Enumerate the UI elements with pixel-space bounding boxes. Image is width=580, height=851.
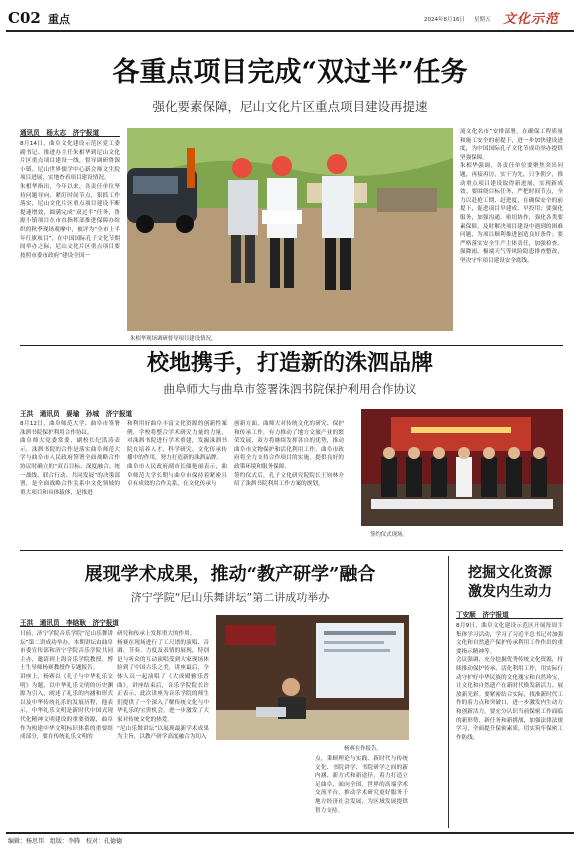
article3-photo-caption: 杨赛在作报告。 <box>344 746 382 752</box>
article2-bottom-rule <box>20 550 563 551</box>
article1-photo <box>127 128 453 331</box>
article3-col2: 研究和传承上发挥重大的作用。 杨赛在现场进行了工尺谱的演唱、音调、节奏、力度及表情的展现，特别是与听众的互动演唱受到大家现场体验到了中国古乐之美，讲座最后，全体人员一起演唱了《大成殿雅乐普曲》，讲座结束后，音乐学院院长许正表示，此次讲座为音乐学院的师生们提供了一个深入了解传统文化与中华礼乐的宝贵机会，进一步激发了大家对传统文化的热爱。 “尼山乐舞讲坛”以展现最新学术成果为主旨，以教产研学高度融合为切入 <box>117 631 209 741</box>
footer-editors: 编辑：杨思邦 组版：李腾 校对：孔德德 <box>8 838 123 845</box>
article1-photo-caption: 朱相华现场调研督导项目建设情况。 <box>130 336 217 342</box>
signing-ceremony-photo <box>361 409 563 526</box>
article2-subtitle: 曲阜师大与曲阜市签署洙泗书院保护利用合作协议 <box>163 382 417 396</box>
footer-rule <box>6 832 574 834</box>
article3-title: 展现学术成果，推动“教产研学”融合 <box>84 564 376 585</box>
article4-byline: 丁安顺 济宁报道 <box>456 611 509 619</box>
issue-weekday: 星期五 <box>474 17 491 23</box>
article3-byline-rule <box>20 626 115 627</box>
article2-col3: 创新方面，曲师大对传统文化的研究、保护和传承工作，有力推动了地方文旅产业的繁荣发展，双方将继续发挥各自的优势，推动曲阜市文物保护和活化利用工作，曲阜市政府将全力支持合作项目的实施，提供良好的政策环境和服务保障。 签约仪式后，孔子文化研究院院长王钧林介绍了洙泗书院利用工作方案的规划。 <box>234 421 344 488</box>
article4-body: 8月9日，曲阜文化建设示范区开展每周主集体学习活动，学习了习近平总书记对加强文化和自然遗产保护传承利用工作作出的重要指示精神等。 会议强调，充分挖掘优秀传统文化资源，持续推动保护传承、活化利用工作，用实际行动守护好中华民族的文化瑰宝和自然珍宝，让文化和自然遗产在新时代焕发新活力、展放新光彩。要紧密结合实际，找准新时代工作的着力点和突破口，进一步激发内生动力和创新活力，要充分认识当前保密工作面临的新形势、新任务和新挑战，加强法律法规学习，全面提升保密素质，切实筑牢保密工作防线。 <box>456 623 563 741</box>
article2-title: 校地携手，打造新的洙泗品牌 <box>146 350 433 376</box>
article2-col2: 和利用好曲阜丰富文化资源的创新性案例，学校将整合学术研究力量的力量，对洙泗书院进行学术重建，发掘洙泗书院在培养人才、科学研究、文化传承传播中的作用，努力打造新的洙泗品牌。 曲阜市人民政府副市长储艳丽表示，曲阜师范大学长期与曲阜市保持着紧密且卓有成效的合作关系，在文化传承与 <box>127 421 227 488</box>
article3-col3: 点，秉顾理论与实践、新时代与传统文化、书院讲学、书院研学之间的新内涵、新方式和新途径，着力打造立足曲阜、面向全国、世界的高端学术交流平台，推动学术研究更好服务于地方经济社会发展，为区域发展提供智力支持。 <box>315 756 408 814</box>
column-name-logo: 文化示范 <box>503 12 560 27</box>
article3-col1: 日前，济宁学院音乐学院“尼山乐舞讲坛”第二讲成功举办。本期讲坛由曲阜市委宣传部和济宁学院音乐学院共同主办，邀请到上海音乐学院教授、博士生导师杨赛教授作专题报告。 讲座上，杨赛以《孔子与中华礼乐文明》为题，以中华礼乐文明的历史渊源为引入，阐述了礼乐的内涵和形式以及中华传统礼乐的发展历程，他表示，中华礼乐文明是新时代中国式现代化精神文明建设的重要资源，曲阜作为构建中华文明标识体系的重要组成部分，要在传统礼乐文明的 <box>20 631 113 741</box>
page-header <box>6 6 574 30</box>
article4-byline-rule <box>456 618 563 619</box>
article3-photo <box>216 615 409 740</box>
article4-title-line2: 激发内生动力 <box>468 584 552 600</box>
article1-title: 各重点项目完成“双过半”任务 <box>112 57 468 88</box>
construction-site-photo <box>127 128 453 331</box>
article3-byline: 王洪 通讯员 李晗耿 济宁报道 <box>20 619 119 627</box>
article4-divider <box>448 556 449 828</box>
article3-col3-lead <box>216 755 309 825</box>
article4-title-line1: 挖掘文化资源 <box>468 565 552 581</box>
article1-col4: 流文化名市”安排部署，在确保工程质量和施工安全的前提下，进一步加快建设进度，为中国国际孔子文化节成功举办提供坚强保障。 朱相华强调，各责任单位要聚焦突出问题，再接再厉，实干为先，只争朝夕，推动重点项目建设取得新进展，实现新成效；要围绕目标任务，严把时间节点，全力以赴抢工期、赶进度，在确保安全的前提下，促进项目早建成、早投用；要强化服务，加强沟通，密切协作，强化各类要素保障，及时解决项目建设中遇到的困难问题，为项目顺利推进创造良好条件；要严格落实安全生产主体责任，加强检查、强降雨、极端天气等风险隐患排查整改，坚决守牢项目建设安全底线。 <box>460 129 563 264</box>
article2-col1: 8月12日，曲阜师范大学、曲阜市签署洙泗书院保护利用合作协议。 曲阜师大党委常委、副校长纪洪涛表示，洙泗书院的合作是落实曲阜师范大学与曲阜市人民政府签署全面战略合作协议时确立的“双百目标、深度融合、统一战线、联合行动、共同发展”的决策部署，是全面战略合作关系中文化领域的重大项目和具体载体，是推进 <box>20 421 120 496</box>
section-name: 重点 <box>48 13 70 26</box>
article1-byline-rule <box>20 136 120 137</box>
article1-col1: 8月14日，曲阜文化建设示范区党工委副书记、推进办主任朱相华到尼山文化片区重点项目建设一线，督导调研鲁源小镇、尼山世界儒学中心新会师文生院项目进展，实地查看项目建设情况。 朱相华指出，今年以来，各责任单位坚持问题导向、紧盯时间节点，狠抓工作落实，尼山文化片区重点项目建设不断提速增效，圆满完成“双过半”任务，鲁源小镇项目在市直指挥部推进保障办组织的秋季现场观摩中，被评为“全市上半年红旗项目”，在中国国际孔子文化节期间举办之际，尼山文化片区重点项目要按照市委市政府“建设全国一 <box>20 141 120 259</box>
lecture-photo <box>216 615 409 740</box>
article2-byline: 王洪 通讯员 晏瑜 孙城 济宁报道 <box>20 410 133 418</box>
article1-byline: 通讯员 杨太志 济宁报道 <box>20 129 100 137</box>
page-code: C02 <box>8 9 41 27</box>
issue-date: 2024年8月16日 <box>424 17 465 23</box>
header-rule <box>6 30 574 32</box>
article3-subtitle: 济宁学院“尼山乐舞讲坛”第二讲成功举办 <box>130 591 330 604</box>
article2-photo-caption: 签约仪式现场。 <box>370 532 408 538</box>
article2-photo <box>361 409 563 526</box>
article1-subtitle: 强化要素保障，尼山文化片区重点项目建设再提速 <box>152 99 428 114</box>
